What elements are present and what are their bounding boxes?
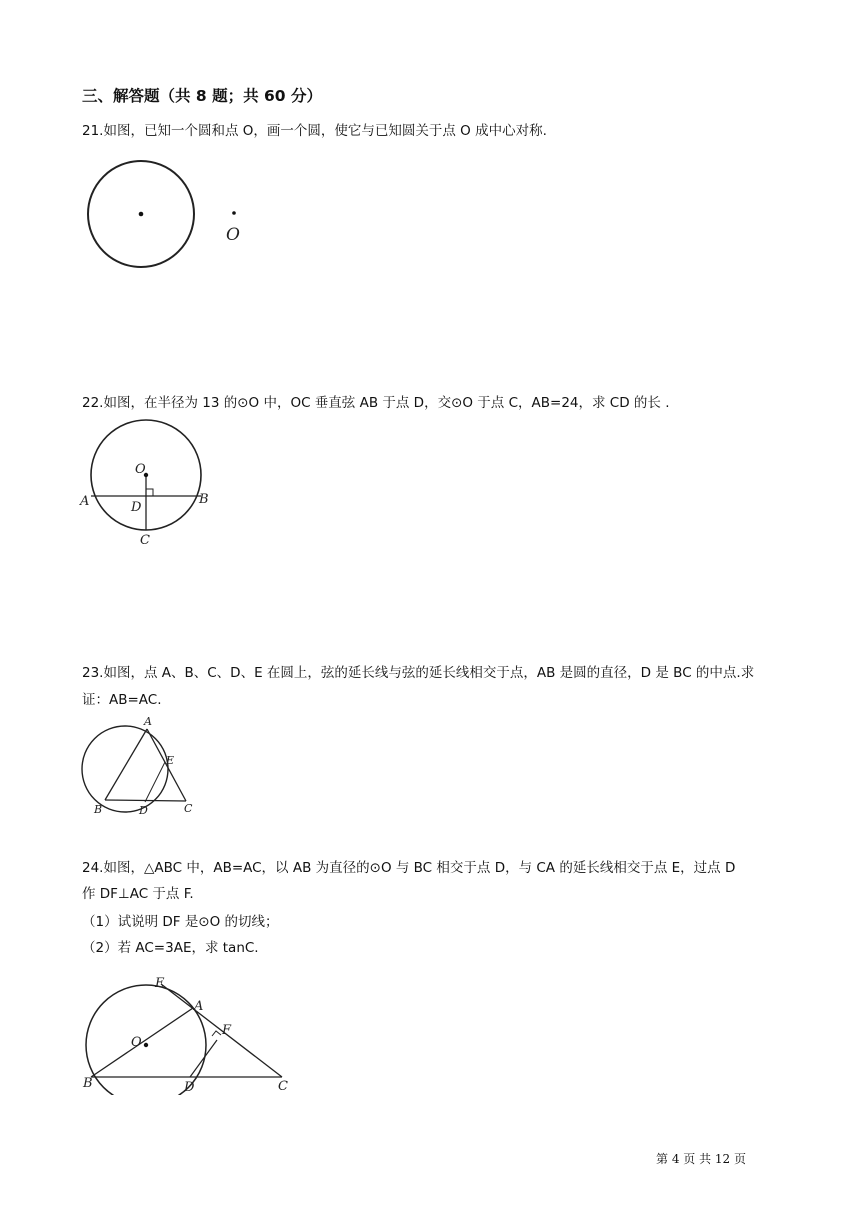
diameter-ab: [91, 1008, 193, 1077]
label-b: B: [94, 803, 103, 816]
question-24-line2: 作 DF⊥AC 于点 F.: [82, 886, 194, 902]
label-d: D: [184, 1080, 195, 1095]
label-b: B: [199, 492, 209, 507]
label-o: O: [226, 225, 240, 245]
question-24-part2: （2）若 AC=3AE，求 tanC.: [82, 940, 259, 956]
label-a: A: [194, 999, 204, 1014]
question-23-line1: 23.如图，点 A、B、C、D、E 在圆上，弦的延长线与弦的延长线相交于点，AB 是圆的直径，D 是 BC 的中点.求: [82, 665, 755, 681]
page-number: 第 4 页 共 12 页: [656, 1152, 746, 1166]
center-dot: [144, 1043, 148, 1047]
point-o-dot: [232, 211, 236, 215]
label-a: A: [80, 494, 90, 509]
question-21-text: 21.如图，已知一个圆和点 O，画一个圆，使它与已知圆关于点 O 成中心对称.: [82, 123, 547, 139]
segment-de: [145, 762, 165, 802]
question-21-figure: [80, 160, 260, 275]
label-e: E: [166, 754, 175, 767]
section-title: 三、解答题（共 8 题；共 60 分）: [82, 87, 322, 105]
right-angle-mark: [212, 1031, 221, 1036]
label-a: A: [144, 715, 152, 728]
label-d: D: [131, 500, 142, 515]
circle: [82, 726, 168, 812]
label-b: B: [83, 1076, 93, 1091]
question-24-figure: [78, 970, 298, 1095]
circle-center-dot: [139, 212, 144, 217]
label-o: O: [135, 462, 146, 477]
segment-ab: [105, 729, 147, 800]
question-23-figure: [78, 712, 203, 820]
question-23-line2: 证：AB=AC.: [82, 692, 162, 708]
label-d: D: [139, 804, 148, 817]
question-24-part1: （1）试说明 DF 是⊙O 的切线；: [82, 914, 279, 930]
question-24-line1: 24.如图，△ABC 中，AB=AC，以 AB 为直径的⊙O 与 BC 相交于点 D，与 CA 的延长线相交于点 E，过点 D: [82, 860, 736, 876]
label-e: E: [155, 976, 165, 991]
question-22-text: 22.如图，在半径为 13 的⊙O 中，OC 垂直弦 AB 于点 D，交⊙O 于点 C，AB=24，求 CD 的长 .: [82, 395, 670, 411]
label-c: C: [140, 533, 150, 548]
label-o: O: [131, 1035, 142, 1050]
label-f: F: [222, 1023, 232, 1038]
label-c: C: [278, 1079, 288, 1094]
right-angle-mark: [146, 489, 153, 496]
segment-df: [190, 1040, 217, 1077]
label-c: C: [184, 802, 193, 815]
question-22-figure: [78, 418, 218, 550]
